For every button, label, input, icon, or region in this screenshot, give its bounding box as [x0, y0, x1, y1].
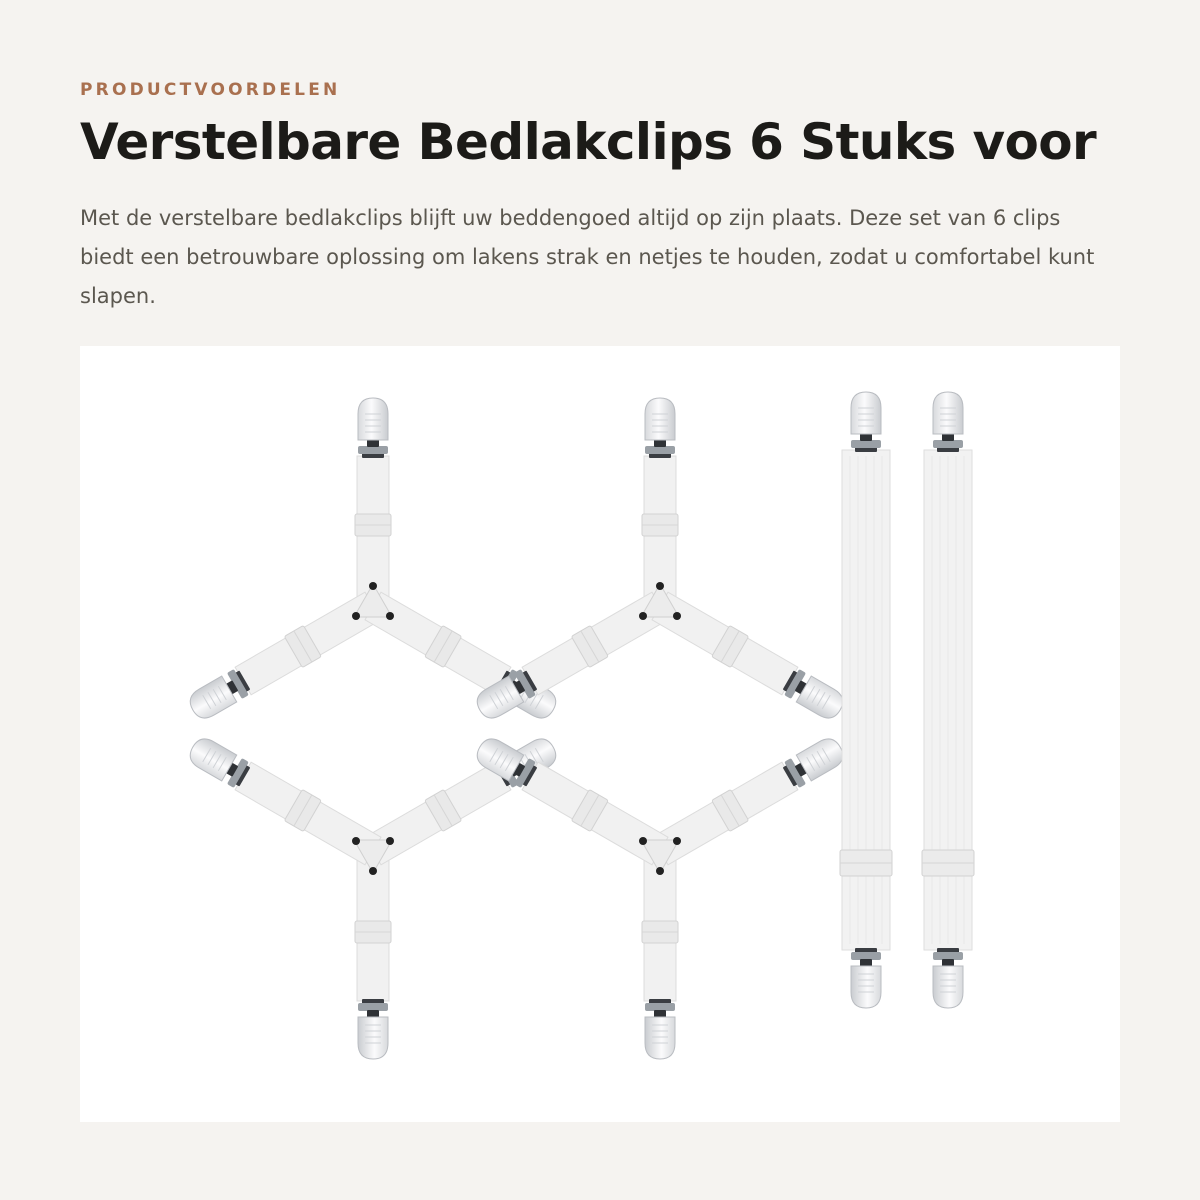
section-eyebrow: PRODUCTVOORDELEN: [80, 80, 341, 100]
section-description: Met de verstelbare bedlakclips blijft uw beddengoed altijd op zijn plaats. Deze set van 6 clips biedt een betrouwbare oplossing om lakens strak en netjes te houden, zodat u comfortabel kunt slapen.: [80, 206, 1095, 308]
product-illustration: [80, 346, 1120, 1122]
straight-strap-left: [840, 392, 892, 1008]
straight-strap-right: [922, 392, 974, 1008]
triangle-clip-bottom-right: [471, 731, 849, 1059]
triangle-clip-top-right: [471, 398, 849, 726]
product-image: [80, 346, 1120, 1122]
section-title: Verstelbare Bedlakclips 6 Stuks voor: [80, 113, 1097, 171]
triangle-clip-bottom-left: [184, 731, 562, 1059]
triangle-clip-top-left: [184, 398, 562, 726]
